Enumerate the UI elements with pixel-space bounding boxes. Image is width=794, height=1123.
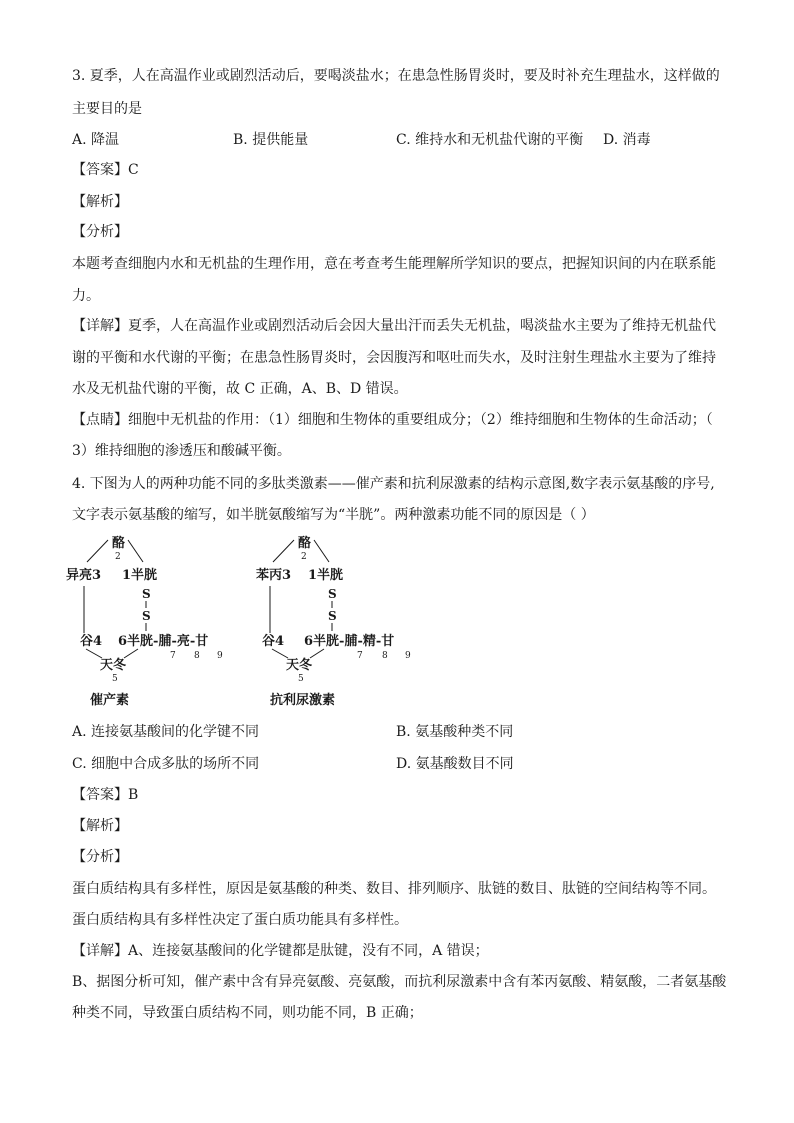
residue-2-label: 酪 bbox=[112, 536, 126, 551]
residue-1-label: 1半胱 bbox=[122, 568, 158, 583]
residue-5-number: 5 bbox=[112, 674, 118, 684]
q3-option-a: A. 降温 bbox=[72, 132, 120, 148]
q4-option-b: B. 氨基酸种类不同 bbox=[396, 724, 514, 740]
q3-option-b: B. 提供能量 bbox=[233, 132, 309, 148]
oxytocin-structure bbox=[66, 535, 223, 708]
sulfur-1: S bbox=[328, 587, 337, 601]
oxytocin-caption: 催产素 bbox=[90, 693, 130, 708]
residue-2-number: 2 bbox=[301, 552, 307, 562]
vasopressin-caption: 抗利尿激素 bbox=[270, 693, 336, 708]
q3-xiangjie-line1: 【详解】夏季，人在高温作业或剧烈活动后会因大量出汗而丢失无机盐，喝淡盐水主要为了维持无机盐代 bbox=[72, 318, 716, 334]
q4-xiangjie-line1: 【详解】A、连接氨基酸间的化学键都是肽键，没有不同，A 错误； bbox=[72, 943, 489, 959]
chain-6-9-label: 6半胱-脯-亮-甘 bbox=[118, 634, 209, 649]
q4-option-a: A. 连接氨基酸间的化学键不同 bbox=[72, 724, 260, 740]
residue-4-label: 谷4 bbox=[262, 634, 285, 649]
q4-option-c: C. 细胞中合成多肽的场所不同 bbox=[72, 756, 260, 772]
q3-dianjing-line1: 【点睛】细胞中无机盐的作用：（1）细胞和生物体的重要组成分；（2）维持细胞和生物体的生命活动；（ bbox=[72, 412, 713, 428]
residue-3-label: 苯丙3 bbox=[256, 568, 292, 583]
q3-option-d: D. 消毒 bbox=[603, 132, 651, 148]
q3-fenxi-line1: 本题考查细胞内水和无机盐的生理作用，意在考查考生能理解所学知识的要点，把握知识间的内在联系能 bbox=[72, 256, 716, 272]
vasopressin-structure bbox=[256, 535, 411, 708]
residue-8-number: 8 bbox=[382, 651, 388, 661]
q3-stem-line1: 3. 夏季，人在高温作业或剧烈活动后，要喝淡盐水；在患急性肠胃炎时，要及时补充生理盐水，这样做的 bbox=[72, 68, 720, 84]
q3-option-c: C. 维持水和无机盐代谢的平衡 bbox=[396, 132, 584, 148]
residue-7-number: 7 bbox=[170, 651, 176, 661]
q3-answer: 【答案】C bbox=[72, 162, 139, 178]
residue-2-number: 2 bbox=[115, 552, 121, 562]
sulfur-2: S bbox=[328, 609, 337, 623]
q3-jiexi-heading: 【解析】 bbox=[72, 194, 128, 210]
q4-answer: 【答案】B bbox=[72, 787, 139, 803]
q4-xiangjie-line3: 种类不同，导致蛋白质结构不同，则功能不同，B 正确； bbox=[72, 1005, 423, 1021]
q4-xiangjie-line2: B、据图分析可知，催产素中含有异亮氨酸、亮氨酸，而抗利尿激素中含有苯丙氨酸、精氨酸，二者氨基酸 bbox=[72, 974, 727, 990]
q3-xiangjie-line2: 谢的平衡和水代谢的平衡；在患急性肠胃炎时，会因腹泻和呕吐而失水，及时注射生理盐水主要为了维持 bbox=[72, 350, 716, 366]
residue-3-label: 异亮3 bbox=[66, 568, 102, 583]
residue-9-number: 9 bbox=[217, 651, 223, 661]
q3-fenxi-line2: 力。 bbox=[72, 288, 100, 304]
residue-7-number: 7 bbox=[357, 651, 363, 661]
hormone-structure-diagram bbox=[60, 530, 460, 715]
residue-8-number: 8 bbox=[194, 651, 200, 661]
residue-5-label: 天冬 bbox=[286, 658, 313, 673]
chain-6-9-label: 6半胱-脯-精-甘 bbox=[304, 634, 395, 649]
residue-5-label: 天冬 bbox=[100, 658, 127, 673]
q3-dianjing-line2: 3）维持细胞的渗透压和酸碱平衡。 bbox=[72, 443, 291, 459]
q3-fenxi-heading: 【分析】 bbox=[72, 224, 128, 240]
residue-5-number: 5 bbox=[298, 674, 304, 684]
residue-1-label: 1半胱 bbox=[308, 568, 344, 583]
sulfur-2: S bbox=[142, 609, 151, 623]
q4-stem-line2: 文字表示氨基酸的缩写，如半胱氨酸缩写为“半胱”。两种激素功能不同的原因是（ ） bbox=[72, 507, 595, 523]
q4-option-d: D. 氨基酸数目不同 bbox=[396, 756, 514, 772]
sulfur-1: S bbox=[142, 587, 151, 601]
q3-xiangjie-line3: 水及无机盐代谢的平衡，故 C 正确，A、B、D 错误。 bbox=[72, 381, 408, 397]
q4-fenxi-heading: 【分析】 bbox=[72, 849, 128, 865]
q3-stem-line2: 主要目的是 bbox=[72, 101, 142, 117]
q4-fenxi-line1: 蛋白质结构具有多样性，原因是氨基酸的种类、数目、排列顺序、肽链的数目、肽链的空间结构等不同。 bbox=[72, 881, 716, 897]
residue-2-label: 酪 bbox=[298, 536, 312, 551]
residue-9-number: 9 bbox=[405, 651, 411, 661]
q4-stem-line1: 4. 下图为人的两种功能不同的多肽类激素——催产素和抗利尿激素的结构示意图,数字表示氨基酸的序号, bbox=[72, 476, 715, 492]
residue-4-label: 谷4 bbox=[80, 634, 103, 649]
q4-jiexi-heading: 【解析】 bbox=[72, 818, 128, 834]
q4-fenxi-line2: 蛋白质结构具有多样性决定了蛋白质功能具有多样性。 bbox=[72, 912, 408, 928]
